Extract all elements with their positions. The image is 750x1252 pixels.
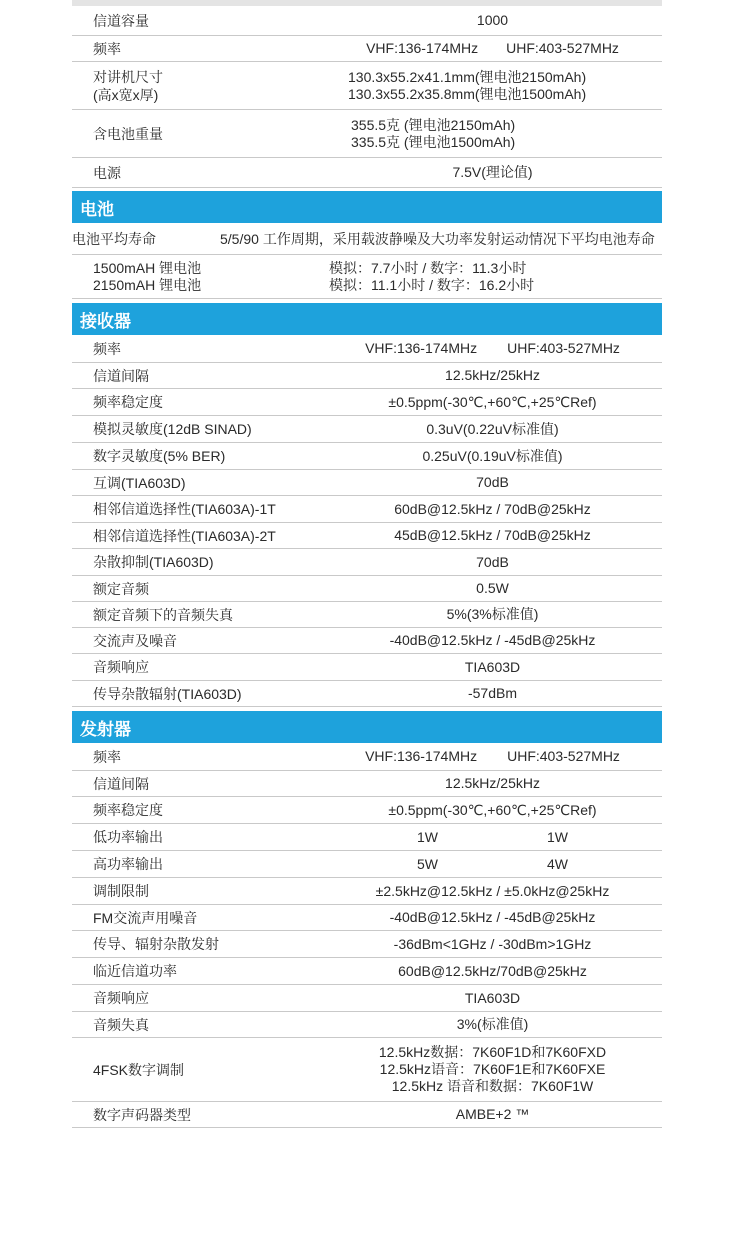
table-row — [72, 496, 662, 523]
table-row — [72, 1038, 662, 1102]
spec-value: 70dB — [476, 474, 509, 490]
spec-value: 0.5W — [476, 580, 509, 596]
spec-row-weight — [72, 110, 662, 158]
table-row — [72, 628, 662, 654]
spec-label: 电源 — [93, 164, 121, 181]
table-row — [72, 851, 662, 878]
spec-value: -40dB@12.5kHz / -45dB@25kHz — [389, 632, 596, 648]
spec-value: ±0.5ppm(-30℃,+60℃,+25℃Ref) — [388, 801, 597, 818]
spec-label: 频率稳定度 — [93, 394, 163, 410]
spec-label: 低功率输出 — [93, 829, 163, 845]
spec-value-b: UHF:403-527MHz — [507, 340, 620, 356]
spec-value: 0.25uV(0.19uV标准值) — [422, 447, 563, 464]
table-row — [72, 985, 662, 1012]
spec-value-line1: 355.5克 (锂电池2150mAh) — [351, 116, 516, 133]
table-row — [72, 602, 662, 628]
spec-value — [323, 40, 662, 57]
spec-label: 临近信道功率 — [93, 963, 177, 979]
table-row — [72, 470, 662, 496]
spec-value: -36dBm<1GHz / -30dBm>1GHz — [393, 935, 592, 952]
table-row — [72, 416, 662, 443]
spec-label: 额定音频下的音频失真 — [93, 606, 233, 623]
table-row — [72, 576, 662, 602]
spec-label: 杂散抑制(TIA603D) — [93, 554, 214, 570]
spec-value: -57dBm — [467, 685, 518, 701]
spec-label: 含电池重量 — [93, 125, 163, 142]
spec-label — [72, 68, 323, 104]
battery-life-value: 5/5/90 工作周期，采用载波静噪及大功率发射运动情况下平均电池寿命 — [220, 230, 655, 247]
table-row — [72, 654, 662, 681]
spec-value — [323, 829, 662, 846]
spec-value-a: VHF:136-174MHz — [365, 340, 478, 356]
spec-value: 45dB@12.5kHz / 70dB@25kHz — [394, 527, 591, 543]
spec-label: 音频响应 — [93, 659, 149, 675]
battery-type-labels — [72, 260, 329, 294]
transmitter-table — [72, 743, 662, 1128]
spec-label: 信道间隔 — [93, 775, 149, 792]
spec-value: 1000 — [476, 12, 509, 28]
table-row — [72, 523, 662, 549]
table-row — [72, 905, 662, 931]
spec-row-channel-capacity — [72, 6, 662, 36]
spec-label: 额定音频 — [93, 580, 149, 597]
spec-label: FM交流声用噪音 — [93, 909, 198, 926]
spec-value-line2: 335.5克 (锂电池1500mAh) — [351, 133, 516, 150]
spec-value: 12.5kHz/25kHz — [445, 775, 540, 791]
spec-value-line: 12.5kHz 语音和数据：7K60F1W — [391, 1078, 594, 1094]
spec-value-line1: 130.3x55.2x41.1mm(锂电池2150mAh) — [348, 68, 587, 85]
spec-label: 交流声及噪音 — [93, 632, 177, 649]
spec-label: 音频响应 — [93, 990, 149, 1006]
spec-label: 信道容量 — [93, 12, 149, 29]
spec-value-a: 1W — [417, 828, 438, 845]
spec-value: 0.3uV(0.22uV标准值) — [426, 420, 559, 437]
table-row — [72, 743, 662, 771]
table-row — [72, 931, 662, 958]
spec-value-line: 12.5kHz语音：7K60F1E和7K60FXE — [379, 1061, 606, 1077]
spec-value-a: VHF:136-174MHz — [365, 748, 478, 764]
spec-value — [323, 748, 662, 765]
spec-label: 频率 — [93, 748, 121, 765]
section-header-transmitter: 发射器 — [72, 711, 662, 743]
spec-value: 3%(标准值) — [456, 1016, 529, 1032]
spec-label: 数字灵敏度(5% BER) — [93, 448, 226, 464]
table-row — [72, 443, 662, 470]
spec-value: TIA603D — [464, 989, 521, 1006]
table-row — [72, 878, 662, 905]
battery-life-values — [329, 260, 662, 294]
spec-label: 互调(TIA603D) — [93, 474, 186, 491]
table-row — [72, 958, 662, 985]
battery-life-label: 电池平均寿命 — [72, 230, 156, 247]
spec-value — [323, 856, 662, 873]
spec-value-line: 12.5kHz数据：7K60F1D和7K60FXD — [378, 1044, 607, 1060]
spec-value — [323, 117, 662, 151]
spec-value — [323, 1044, 662, 1095]
table-row — [72, 824, 662, 851]
spec-value: 60dB@12.5kHz/70dB@25kHz — [398, 962, 587, 979]
spec-label: 相邻信道选择性(TIA603A)-2T — [93, 527, 276, 544]
spec-value-b: UHF:403-527MHz — [507, 748, 620, 764]
spec-label-line1: 对讲机尺寸 — [93, 68, 163, 85]
spec-label: 模拟灵敏度(12dB SINAD) — [93, 421, 252, 437]
receiver-table — [72, 335, 662, 707]
spec-row-power-supply — [72, 158, 662, 188]
spec-label: 传导、辐射杂散发射 — [93, 936, 219, 952]
spec-value-b: 1W — [547, 828, 568, 845]
battery-type-1500: 1500mAH 锂电池 — [93, 259, 202, 276]
table-row — [72, 335, 662, 363]
spec-label: 调制限制 — [93, 883, 149, 899]
spec-value — [323, 340, 662, 357]
spec-value: -40dB@12.5kHz / -45dB@25kHz — [389, 909, 596, 925]
section-header-battery: 电池 — [72, 191, 662, 223]
spec-value: 5%(3%标准值) — [446, 606, 539, 622]
spec-value: ±0.5ppm(-30℃,+60℃,+25℃Ref) — [388, 393, 597, 410]
spec-label: 传导杂散辐射(TIA603D) — [93, 685, 242, 702]
battery-life-row — [72, 223, 662, 255]
table-row — [72, 681, 662, 707]
spec-sheet — [72, 0, 662, 1128]
spec-label: 频率稳定度 — [93, 802, 163, 818]
spec-label: 相邻信道选择性(TIA603A)-1T — [93, 501, 276, 517]
table-row — [72, 1012, 662, 1038]
section-header-receiver: 接收器 — [72, 303, 662, 335]
spec-value: 7.5V(理论值) — [452, 164, 533, 180]
table-row — [72, 549, 662, 576]
battery-life-1500: 模拟：7.7小时 / 数字：11.3小时 — [329, 259, 527, 276]
spec-value: 70dB — [476, 553, 509, 570]
spec-label: 数字声码器类型 — [93, 1106, 191, 1123]
spec-label: 高功率输出 — [93, 856, 163, 872]
spec-value-b: 4W — [547, 855, 568, 872]
table-row — [72, 1102, 662, 1128]
spec-value — [323, 69, 662, 103]
spec-value-line2: 130.3x55.2x35.8mm(锂电池1500mAh) — [348, 85, 587, 102]
spec-row-frequency — [72, 36, 662, 62]
table-row — [72, 363, 662, 389]
battery-types-row — [72, 255, 662, 299]
spec-label: 音频失真 — [93, 1016, 149, 1033]
spec-value: 12.5kHz/25kHz — [445, 367, 540, 383]
spec-value: TIA603D — [464, 658, 521, 675]
spec-label: 频率 — [93, 340, 121, 357]
table-row — [72, 771, 662, 797]
spec-label-line2: (高x宽x厚) — [93, 86, 159, 103]
spec-row-dimensions — [72, 62, 662, 110]
battery-type-2150: 2150mAH 锂电池 — [93, 276, 202, 293]
vhf-value: VHF:136-174MHz — [366, 40, 479, 56]
table-row — [72, 389, 662, 416]
battery-life-2150: 模拟：11.1小时 / 数字：16.2小时 — [329, 276, 535, 293]
spec-label: 4FSK数字调制 — [93, 1061, 185, 1078]
spec-value: ±2.5kHz@12.5kHz / ±5.0kHz@25kHz — [375, 882, 610, 899]
table-row — [72, 797, 662, 824]
spec-value: 60dB@12.5kHz / 70dB@25kHz — [394, 500, 591, 517]
spec-label: 信道间隔 — [93, 367, 149, 384]
spec-value-a: 5W — [417, 855, 438, 872]
spec-value: AMBE+2 ™ — [455, 1106, 530, 1122]
uhf-value: UHF:403-527MHz — [506, 40, 619, 56]
spec-label: 频率 — [93, 40, 121, 57]
